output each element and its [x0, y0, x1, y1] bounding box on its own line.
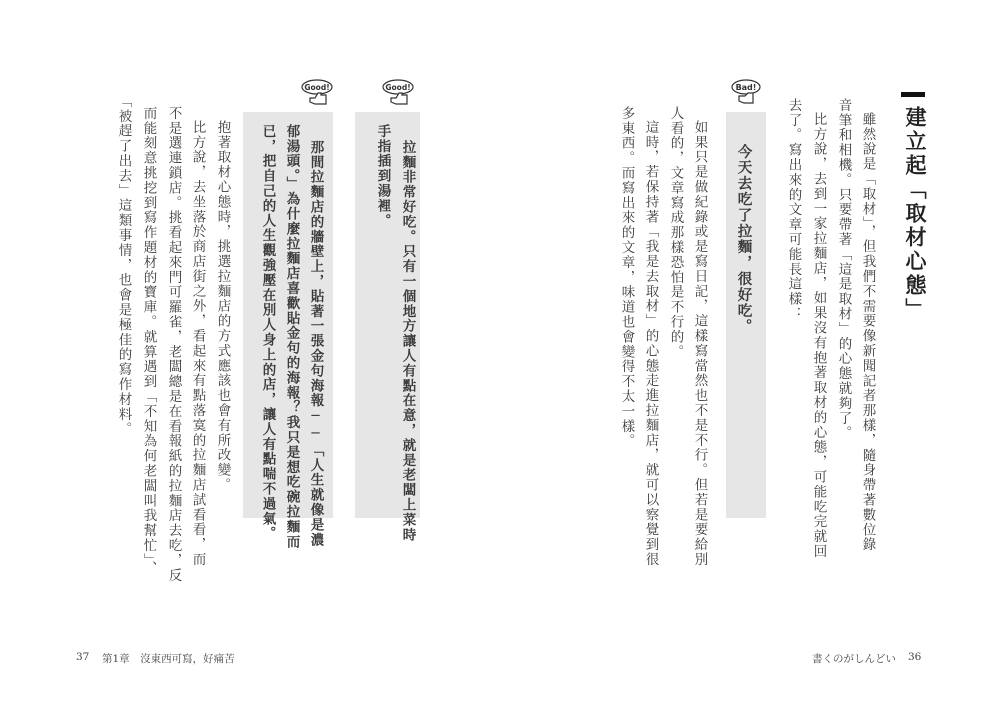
body-line-2: 人看的，文章寫成那樣恐怕是不行的。 [667, 106, 684, 360]
good-example-1-line-2: 手指插到湯裡。 [374, 124, 391, 229]
good-badge-1 [381, 76, 415, 110]
bad-badge [729, 76, 763, 110]
body-line-1: 如果只是做紀錄或是寫日記，這樣寫當然也不是不行。但若是要給別 [691, 120, 708, 567]
good-example-2-line-2: 郁湯頭。」為什麼拉麵店喜歡貼金句的海報？我只是想吃碗拉麵而 [283, 124, 300, 550]
thumbs-down-icon [729, 76, 763, 110]
right-page-number: 36 [908, 651, 922, 663]
section-heading: 建立起「取材心態」 [903, 106, 927, 322]
left-body-line-3: 不是選連鎖店。挑看起來門可羅雀，老闆總是在看報紙的拉麵店去吃，反 [165, 106, 182, 583]
body-line-4: 多東西。而寫出來的文章，味道也會變得不太一樣。 [618, 106, 635, 449]
bad-badge-label: Bad! [735, 83, 757, 92]
left-page-chapter: 第1章 沒東西可寫，好痛苦 [102, 653, 235, 665]
left-body-line-2: 比方說，去坐落於商店街之外，看起來有點落寞的拉麵店試看看，而 [189, 120, 206, 567]
body-line-3: 這時，若保持著「我是去取材」的心態走進拉麵店，就可以察覺到很 [642, 120, 659, 567]
intro-line-2: 音筆和相機。只要帶著「這是取材」的心態就夠了。 [835, 98, 852, 441]
thumbs-up-icon [381, 76, 415, 110]
good-badge-1-label: Good! [385, 83, 411, 92]
left-body-line-5: 「被趕了出去」這類事情，也會是極佳的寫作材料。 [115, 94, 132, 437]
left-page-number: 37 [76, 651, 90, 663]
right-page-header: 書くのがしんどい [812, 653, 896, 665]
intro-line-3: 比方說，去到一家拉麵店，如果沒有抱著取材的心態，可能吃完就回 [810, 112, 827, 559]
bad-example-text: 今天去吃了拉麵，很好吃。 [735, 144, 752, 335]
good-example-2-line-3: 已，把自己的人生觀強壓在別人身上的店，讓人有點喘不過氣。 [259, 124, 276, 542]
good-badge-2-label: Good! [304, 83, 330, 92]
thumbs-up-icon [300, 76, 334, 110]
left-body-line-1: 抱著取材心態時，挑選拉麵店的方式應該也會有所改變。 [214, 120, 231, 493]
good-example-2-line-1: 那間拉麵店的牆壁上，貼著一張金句海報──「人生就像是濃 [307, 140, 324, 548]
left-body-line-4: 而能刻意挑挖到寫作題材的寶庫。就算遇到「不知為何老闆叫我幫忙」、 [140, 106, 157, 577]
intro-line-1: 雖然說是「取材」，但我們不需要像新聞記者那樣，隨身帶著數位錄 [859, 112, 876, 553]
good-example-1-line-1: 拉麵非常好吃。只有一個地方讓人有點在意，就是老闆上菜時 [399, 140, 416, 543]
intro-line-4: 去了。寫出來的文章可能長這樣： [785, 98, 802, 322]
good-badge-2 [300, 76, 334, 110]
